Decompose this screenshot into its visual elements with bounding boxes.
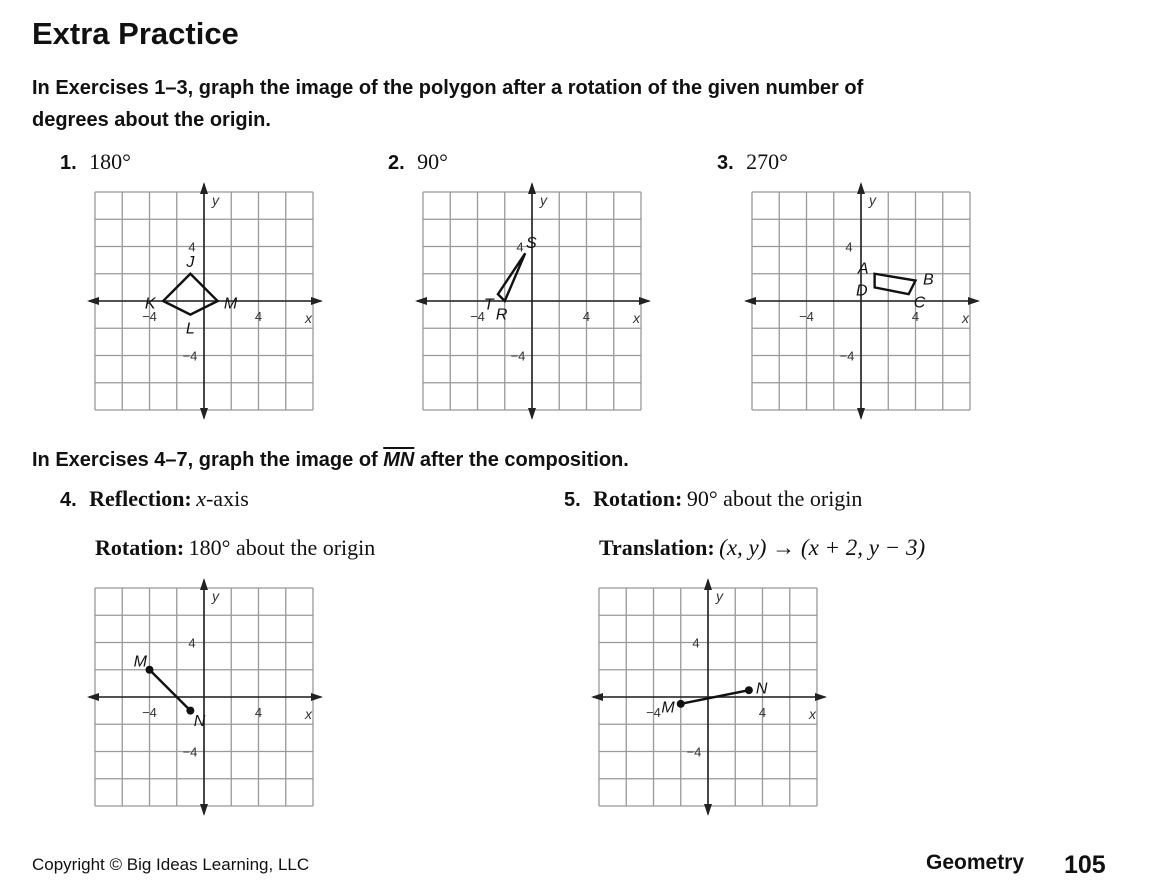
vertex-label-l: L [185,320,195,338]
vertex-label-m: M [133,653,147,671]
y-tick-neg-4: −4 [182,744,198,760]
y-axis-arrow-up [200,578,208,590]
exercise-5-rotation-text: 90° about the origin [686,486,863,511]
vertex-label-b: B [923,271,934,289]
exercise-4-line-1 [60,486,249,512]
x-axis-label: x [633,310,640,326]
y-tick-neg-4: −4 [839,348,855,364]
exercise-4-axis-text: -axis [205,486,249,511]
x-tick-4: 4 [758,705,767,720]
footer-subject: Geometry [926,851,1025,874]
point-m [677,700,685,708]
x-tick-neg-4: −4 [142,705,157,720]
exercise-4-axis-var: x [196,486,206,511]
instructions-rotation: In Exercises 1–3, graph the image of the polygon after a rotation of the given number of degrees about the origin. [32,77,864,131]
exercise-1-angle: 180° [89,149,131,174]
exercise-5-line-1 [564,486,862,512]
segment-mn-label: $\overline{MN}$ [383,449,415,471]
y-tick-neg-4: −4 [182,348,198,364]
x-axis-label: x [305,706,312,722]
y-axis-arrow-up [200,182,208,194]
exercise-4-reflection-label: Reflection: [89,486,192,511]
x-axis-arrow-left [87,693,99,701]
y-tick-4: 4 [188,635,196,651]
x-tick-neg-4: −4 [646,705,661,720]
x-tick-neg-4: −4 [799,309,814,324]
exercise-4-rotation-label: Rotation: [95,535,185,560]
y-tick-4: 4 [188,239,196,255]
x-axis-arrow-right [311,297,323,305]
vertex-label-c: C [913,294,926,312]
y-axis-label: y [869,192,876,208]
x-axis-arrow-left [591,693,603,701]
exercise-2-angle: 90° [417,149,448,174]
y-tick-4: 4 [845,239,853,255]
y-axis-arrow-down [528,408,536,420]
y-axis-label: y [540,192,547,208]
x-axis-arrow-right [968,297,980,305]
exercise-5-line-2 [599,535,925,561]
coordinate-grid-2 [423,192,641,410]
coordinate-grid-5 [599,588,817,806]
x-tick-4: 4 [254,705,263,720]
exercise-2-number: 2. [388,152,405,174]
vertex-label-d: D [856,282,868,300]
x-tick-4: 4 [582,309,591,324]
y-axis-label: y [212,192,219,208]
vertex-label-a: A [857,260,869,278]
y-axis-arrow-up [528,182,536,194]
y-axis-arrow-down [704,804,712,816]
page-number: 105 [1064,851,1106,879]
exercise-5-translation-label: Translation: [599,535,715,560]
x-axis-label: x [809,706,816,722]
y-tick-4: 4 [516,239,524,255]
y-axis-arrow-down [857,408,865,420]
y-tick-neg-4: −4 [686,744,702,760]
y-axis-arrow-down [200,804,208,816]
exercise-5-translation-rule: (x, y) → (x + 2, y − 3) [719,535,926,560]
x-axis-arrow-left [87,297,99,305]
instructions-composition-start: In Exercises 4–7, graph the image of [32,449,384,471]
polygon-shape [163,274,218,315]
x-tick-4: 4 [254,309,263,324]
vertex-label-m: M [661,699,675,717]
x-axis-label: x [305,310,312,326]
x-axis-arrow-right [815,693,827,701]
x-axis-arrow-right [311,693,323,701]
exercise-4-line-2 [95,535,375,561]
vertex-label-r: R [495,306,508,324]
coordinate-grid-1 [95,192,313,410]
exercise-4-rotation-text: 180° about the origin [188,535,376,560]
exercise-3-angle: 270° [746,149,788,174]
vertex-label-m: M [223,295,238,313]
exercise-3-number: 3. [717,152,734,174]
instructions-composition [32,444,629,476]
vertex-label-n: N [193,712,206,730]
vertex-label-t: T [483,296,494,314]
copyright-notice: Copyright © Big Ideas Learning, LLC [32,855,310,874]
x-tick-4: 4 [911,309,920,324]
x-axis-arrow-right [639,297,651,305]
x-axis-arrow-left [744,297,756,305]
instructions-composition-end: after the composition. [414,449,629,471]
coordinate-grid-3 [752,192,970,410]
exercise-5-number: 5. [564,489,581,511]
page-title: Extra Practice [32,16,239,51]
exercise-1-label [60,149,131,175]
coordinate-grid-4 [95,588,313,806]
y-axis-label: y [716,588,723,604]
y-axis-label: y [212,588,219,604]
exercise-4-number: 4. [60,489,77,511]
x-axis-arrow-left [415,297,427,305]
y-axis-arrow-up [857,182,865,194]
vertex-label-s: S [526,234,537,252]
exercise-2-label [388,149,448,175]
vertex-label-j: J [186,253,195,271]
exercise-1-number: 1. [60,152,77,174]
vertex-label-n: N [755,680,768,698]
x-tick-neg-4: −4 [470,309,485,324]
x-tick-neg-4: −4 [142,309,157,324]
y-axis-arrow-up [704,578,712,590]
point-n [745,686,753,694]
exercise-5-rotation-label: Rotation: [593,486,683,511]
polygon-shape [498,253,525,301]
x-axis-label: x [962,310,969,326]
y-tick-4: 4 [692,635,700,651]
exercise-3-label [717,149,788,175]
y-tick-neg-4: −4 [510,348,526,364]
y-axis-arrow-down [200,408,208,420]
polygon-shape [875,274,916,294]
vertex-label-k: K [144,295,156,313]
